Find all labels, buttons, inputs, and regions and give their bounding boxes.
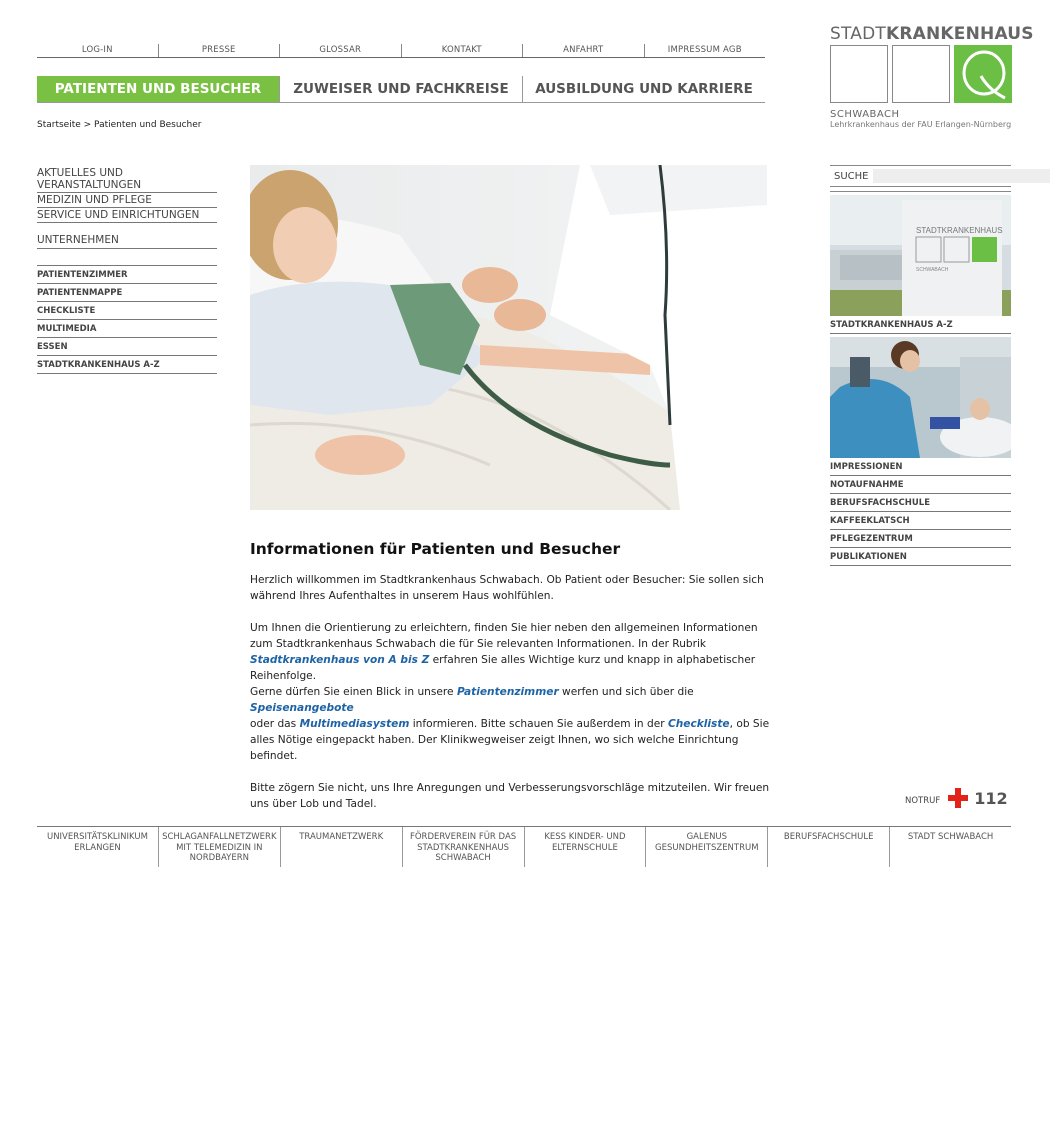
search-label: SUCHE — [830, 171, 873, 182]
left-nav — [37, 166, 217, 374]
utility-nav — [37, 44, 765, 58]
breadcrumb[interactable]: Startseite > Patienten und Besucher — [37, 120, 202, 130]
right-link-kaffeeklatsch[interactable]: KAFFEEKLATSCH — [830, 512, 1011, 530]
orientation-paragraph: Um Ihnen die Orientierung zu erleichtern, finden Sie hier neben den allgemeinen Informationen zum Stadtkrankenhaus Schwabach die für Sie relevanten Informationen. In der Rubrik Stadtkrankenhaus von A bis Z erfahren Sie alles Wichtige kurz und knapp in alphabetischer Reihenfolge. Gerne dürfen Sie einen Blick in unsere Patientenzimmer werfen und sich über die Speisenangebote oder das Multimediasystem informieren. Bitte schauen Sie außerdem in der Checkliste, ob Sie alles Nötige eingepackt haben. Der Klinikwegweiser zeigt Ihnen, wo sich welche Einrichtung befindet. — [250, 622, 770, 762]
link-checkliste[interactable]: Checkliste — [667, 718, 730, 730]
nav-glossar[interactable]: GLOSSAR — [280, 44, 402, 57]
leftnav-az[interactable]: STADTKRANKENHAUS A-Z — [37, 356, 217, 374]
nav-login[interactable]: LOG-IN — [37, 44, 159, 57]
link-multimediasystem[interactable]: Multimediasystem — [299, 718, 410, 730]
leftnav-patientenzimmer[interactable]: PATIENTENZIMMER — [37, 266, 217, 284]
search-input[interactable] — [873, 169, 1050, 183]
right-sidebar — [830, 165, 1011, 566]
right-link-berufsfachschule[interactable]: BERUFSFACHSCHULE — [830, 494, 1011, 512]
emergency-number: 112 — [974, 788, 1008, 808]
footer-link-schlaganfall[interactable]: SCHLAGANFALLNETZWERK MIT TELEMEDIZIN IN NORDBAYERN — [159, 827, 281, 867]
tab-patienten[interactable]: PATIENTEN UND BESUCHER — [37, 76, 279, 102]
logo-q-icon — [954, 45, 1012, 103]
leftnav-patientenmappe[interactable]: PATIENTENMAPPE — [37, 284, 217, 302]
link-stadtkrankenhaus-az[interactable]: Stadtkrankenhaus von A bis Z — [250, 654, 430, 666]
leftnav-medizin[interactable]: MEDIZIN UND PFLEGE — [37, 193, 217, 208]
site-logo[interactable] — [830, 24, 1034, 129]
nav-kontakt[interactable]: KONTAKT — [402, 44, 524, 57]
svg-text:SCHWABACH: SCHWABACH — [916, 267, 949, 273]
logo-box — [892, 45, 950, 103]
svg-text:STADTKRANKENHAUS: STADTKRANKENHAUS — [916, 226, 1003, 235]
hero-image — [250, 165, 767, 510]
nav-presse[interactable]: PRESSE — [159, 44, 281, 57]
logo-boxes — [830, 45, 1012, 103]
thumb-label-az[interactable]: STADTKRANKENHAUS A-Z — [830, 316, 1011, 334]
leftnav-unternehmen[interactable]: UNTERNEHMEN — [37, 223, 217, 249]
leftnav-checkliste[interactable]: CHECKLISTE — [37, 302, 217, 320]
leftnav-multimedia[interactable]: MULTIMEDIA — [37, 320, 217, 338]
footer-link-foerderverein[interactable]: FÖRDERVEREIN FÜR DAS STADTKRANKENHAUS SCHWABACH — [403, 827, 525, 867]
footer-link-galenus[interactable]: GALENUS GESUNDHEITSZENTRUM — [646, 827, 768, 867]
logo-box — [830, 45, 888, 103]
logo-title: STADTKRANKENHAUS — [830, 24, 1034, 44]
thumb-stadtkrankenhaus-az[interactable] — [830, 195, 1011, 316]
emergency-notice[interactable] — [905, 788, 1008, 808]
footer-link-stadt-schwabach[interactable]: STADT SCHWABACH — [907, 832, 994, 842]
page-title: Informationen für Patienten und Besucher — [250, 540, 621, 558]
leftnav-aktuelles[interactable]: AKTUELLES UND VERANSTALTUNGEN — [37, 166, 217, 193]
nav-impressum[interactable]: IMPRESSUM AGB — [667, 45, 742, 55]
link-patientenzimmer[interactable]: Patientenzimmer — [456, 686, 559, 698]
feedback-paragraph: Bitte zögern Sie nicht, uns Ihre Anregungen und Verbesserungsvorschläge mitzuteilen. Wir freuen uns über Lob und Tadel. — [250, 782, 770, 810]
footer-link-kess[interactable]: KESS KINDER- UND ELTERNSCHULE — [525, 827, 647, 867]
right-link-impressionen[interactable]: IMPRESSIONEN — [830, 458, 1011, 476]
notruf-label: NOTRUF — [905, 796, 941, 806]
link-speisenangebote[interactable]: Speisenangebote — [250, 702, 354, 714]
tab-zuweiser[interactable]: ZUWEISER UND FACHKREISE — [279, 76, 522, 102]
footer-link-traumanetzwerk[interactable]: TRAUMANETZWERK — [281, 827, 403, 867]
red-cross-icon — [948, 788, 968, 808]
intro-paragraph: Herzlich willkommen im Stadtkrankenhaus Schwabach. Ob Patient oder Besucher: Sie sollen sich während Ihres Aufenthaltes in unserem Haus wohlfühlen. — [250, 574, 764, 602]
thumb-impressionen[interactable] — [830, 337, 1011, 458]
divider — [830, 191, 1011, 192]
leftnav-service[interactable]: SERVICE UND EINRICHTUNGEN — [37, 208, 217, 223]
right-link-pflegezentrum[interactable]: PFLEGEZENTRUM — [830, 530, 1011, 548]
logo-subtitle: SCHWABACH — [830, 109, 900, 120]
footer-link-berufsfachschule[interactable]: BERUFSFACHSCHULE — [768, 827, 890, 867]
footer-link-uni-erlangen[interactable]: UNIVERSITÄTSKLINIKUM ERLANGEN — [37, 827, 159, 867]
logo-tagline: Lehrkrankenhaus der FAU Erlangen-Nürnberg — [830, 120, 1012, 129]
nav-anfahrt[interactable]: ANFAHRT — [523, 44, 645, 57]
partner-footer — [37, 826, 1011, 867]
right-link-publikationen[interactable]: PUBLIKATIONEN — [830, 548, 1011, 566]
leftnav-essen[interactable]: ESSEN — [37, 338, 217, 356]
main-content — [250, 540, 770, 828]
main-tabs — [37, 76, 765, 103]
divider — [37, 249, 217, 266]
search-box — [830, 165, 1011, 187]
tab-ausbildung[interactable]: AUSBILDUNG UND KARRIERE — [522, 76, 765, 102]
right-link-notaufnahme[interactable]: NOTAUFNAHME — [830, 476, 1011, 494]
